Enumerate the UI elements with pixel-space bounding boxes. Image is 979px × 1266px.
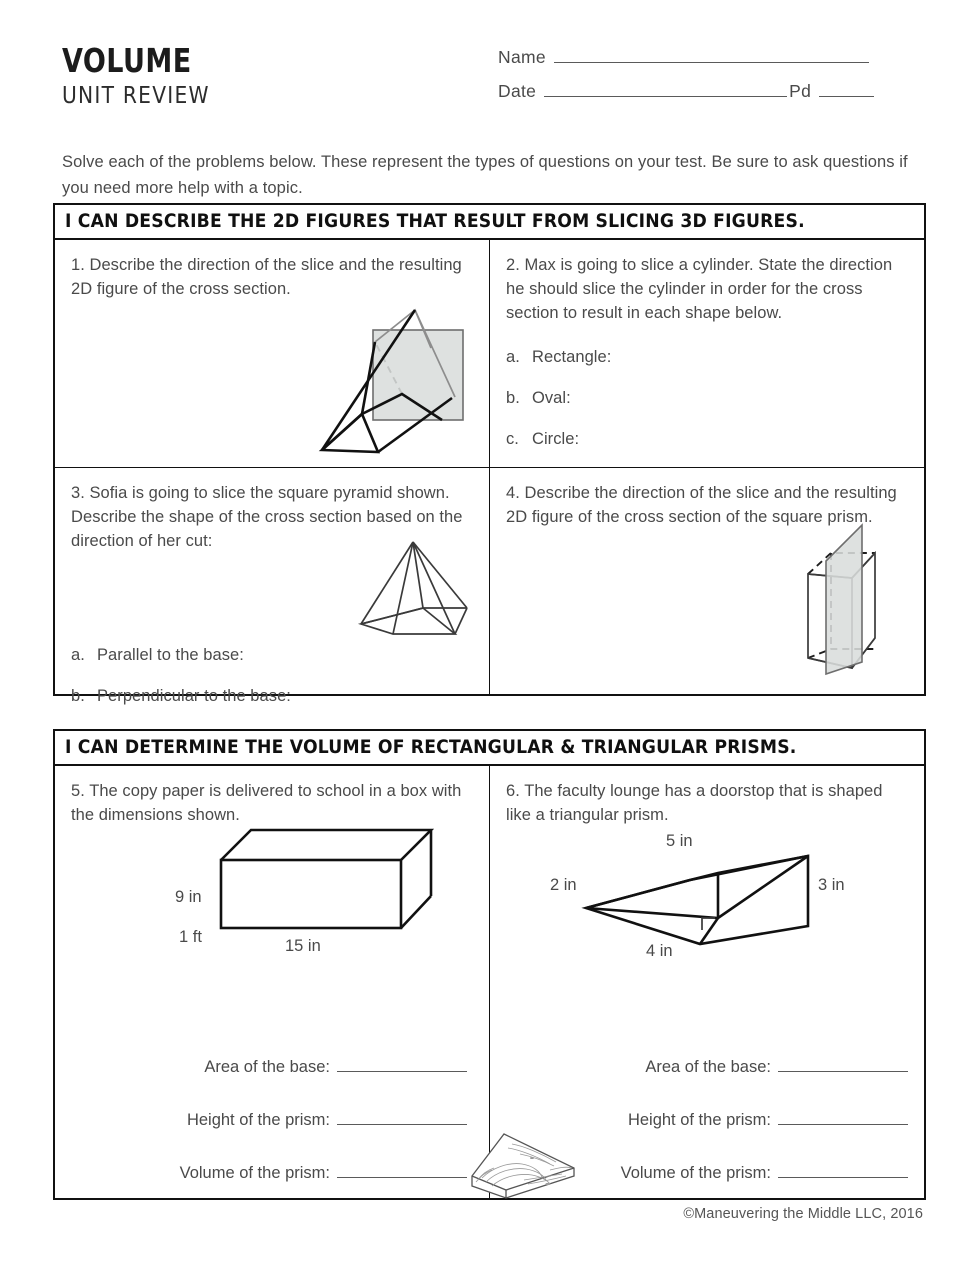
doorstop-right-label: 3 in bbox=[818, 876, 845, 894]
question-4-cell bbox=[490, 468, 922, 695]
question-6-volume-blank[interactable] bbox=[778, 1164, 908, 1178]
question-5-volume-blank[interactable] bbox=[337, 1164, 467, 1178]
question-2-option-c-label: Circle: bbox=[532, 429, 580, 448]
square-prism-with-slicing-plane-figure bbox=[790, 516, 905, 681]
question-1-cell bbox=[55, 240, 490, 467]
box-length-label: 15 in bbox=[285, 937, 321, 955]
question-1-text: 1. Describe the direction of the slice and the resulting 2D figure of the cross section. bbox=[71, 256, 462, 298]
question-5-volume-line bbox=[71, 1164, 467, 1183]
triangular-prism-with-slicing-plane-figure bbox=[300, 302, 475, 462]
doorstop-bottom-label: 4 in bbox=[646, 942, 673, 960]
question-5-area-blank[interactable] bbox=[337, 1058, 467, 1072]
copyright-footer: ©Maneuvering the Middle LLC, 2016 bbox=[683, 1206, 923, 1222]
square-pyramid-figure bbox=[355, 536, 475, 641]
name-input-line[interactable] bbox=[554, 50, 869, 63]
student-info-block bbox=[498, 47, 918, 115]
question-3-option-a bbox=[71, 646, 473, 665]
question-6-volume-label: Volume of the prism: bbox=[620, 1164, 771, 1182]
date-field-row bbox=[498, 81, 918, 102]
question-5-height-label: Height of the prism: bbox=[186, 1111, 330, 1129]
instructions-text: Solve each of the problems below. These represent the types of questions on your test. Be sure to ask questions if you need more help with a topic. bbox=[62, 153, 908, 197]
question-3-option-b bbox=[71, 687, 473, 706]
pd-input-line[interactable] bbox=[819, 84, 874, 97]
section-1-row-1 bbox=[55, 240, 924, 468]
question-6-area-line bbox=[506, 1058, 908, 1077]
question-3-option-a-label: Parallel to the base: bbox=[97, 645, 244, 664]
question-2-option-b-letter: b. bbox=[506, 388, 520, 407]
question-3-cell bbox=[55, 468, 490, 705]
question-6-area-blank[interactable] bbox=[778, 1058, 908, 1072]
wooden-doorstop-illustration bbox=[462, 1124, 597, 1206]
name-label: Name bbox=[498, 47, 546, 67]
section-2-band bbox=[55, 731, 924, 766]
question-6-text: 6. The faculty lounge has a doorstop that is shaped like a triangular prism. bbox=[506, 782, 883, 824]
question-3-option-a-letter: a. bbox=[71, 645, 85, 664]
question-5-volume-label: Volume of the prism: bbox=[179, 1164, 330, 1182]
question-3-text: 3. Sofia is going to slice the square pyramid shown. Describe the shape of the cross section based on the direction of her cut: bbox=[71, 484, 463, 550]
doorstop-left-label: 2 in bbox=[550, 876, 577, 894]
section-1-band-label: I CAN DESCRIBE THE 2D FIGURES THAT RESULT FROM SLICING 3D FIGURES. bbox=[65, 211, 805, 232]
question-6-height-blank[interactable] bbox=[778, 1111, 908, 1125]
question-6-height-label: Height of the prism: bbox=[627, 1111, 771, 1129]
question-5-height-blank[interactable] bbox=[337, 1111, 467, 1125]
doorstop-top-label: 5 in bbox=[666, 832, 693, 850]
question-5-cell bbox=[55, 766, 490, 1199]
page-subtitle: UNIT REVIEW bbox=[62, 83, 210, 109]
box-depth-label: 1 ft bbox=[179, 928, 202, 946]
page-header bbox=[0, 0, 979, 130]
question-4-text: 4. Describe the direction of the slice and the resulting 2D figure of the cross section of the square prism. bbox=[506, 484, 897, 526]
section-1-table bbox=[53, 203, 926, 705]
question-2-option-c bbox=[506, 430, 906, 449]
section-1-row-2 bbox=[55, 468, 924, 705]
question-3-option-b-label: Perpendicular to the base: bbox=[97, 686, 291, 705]
question-2-cell bbox=[490, 240, 922, 467]
title-block bbox=[62, 41, 230, 109]
date-label: Date bbox=[498, 81, 537, 101]
question-5-area-line bbox=[71, 1058, 467, 1077]
section-1-band bbox=[55, 205, 924, 240]
question-2-option-a bbox=[506, 348, 906, 367]
question-5-text: 5. The copy paper is delivered to school in a box with the dimensions shown. bbox=[71, 782, 462, 824]
pd-label: Pd bbox=[789, 81, 812, 101]
question-2-option-b bbox=[506, 389, 906, 408]
question-2-option-a-label: Rectangle: bbox=[532, 347, 612, 366]
question-5-area-label: Area of the base: bbox=[204, 1058, 330, 1076]
question-2-option-c-letter: c. bbox=[506, 429, 519, 448]
question-6-area-label: Area of the base: bbox=[645, 1058, 771, 1076]
question-2-option-a-letter: a. bbox=[506, 347, 520, 366]
box-height-label: 9 in bbox=[175, 888, 202, 906]
name-field-row bbox=[498, 47, 918, 68]
question-2-option-b-label: Oval: bbox=[532, 388, 571, 407]
rectangular-prism-box-figure bbox=[163, 818, 453, 953]
section-2-band-label: I CAN DETERMINE THE VOLUME OF RECTANGULAR & TRIANGULAR PRISMS. bbox=[65, 737, 797, 758]
triangular-prism-doorstop-figure bbox=[550, 818, 870, 958]
date-input-line[interactable] bbox=[544, 84, 787, 97]
page-title: VOLUME bbox=[62, 41, 192, 80]
question-2-text: 2. Max is going to slice a cylinder. State the direction he should slice the cylinder in order for the cross section to result in each shape below. bbox=[506, 256, 893, 322]
question-5-answer-lines bbox=[71, 1024, 467, 1183]
question-3-option-b-letter: b. bbox=[71, 686, 85, 705]
question-5-height-line bbox=[71, 1111, 467, 1130]
